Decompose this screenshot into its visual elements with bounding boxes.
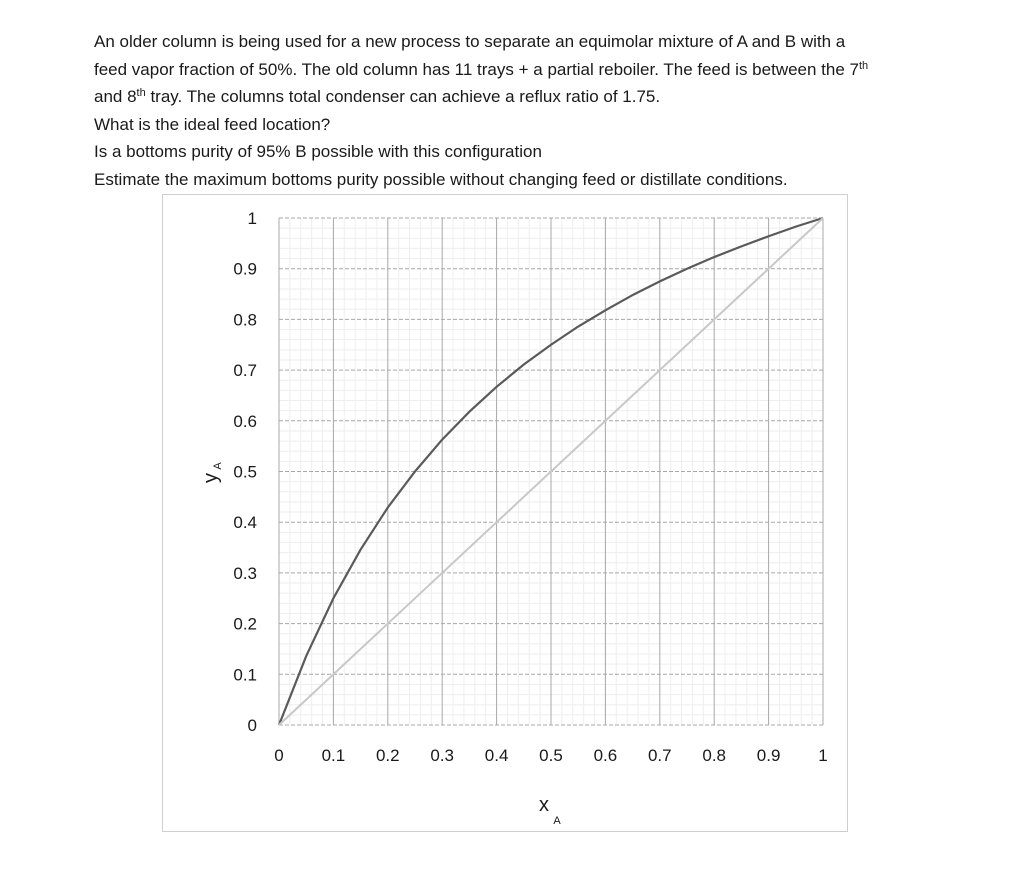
x-tick-label: 1: [818, 746, 828, 765]
y-tick-label: 0.3: [233, 563, 257, 583]
x-tick-label: 0.8: [702, 746, 727, 765]
x-tick-label: 0.6: [593, 746, 618, 765]
y-tick-label: 0.5: [233, 462, 257, 482]
y-axis-label-group: [200, 462, 224, 483]
question-max-purity: Estimate the maximum bottoms purity possible without changing feed or distillate conditions.: [94, 169, 788, 189]
problem-statement: [94, 28, 994, 193]
x-tick-label: 0.5: [539, 746, 563, 765]
x-tick-label: 0.2: [375, 746, 400, 765]
x-tick-label: 0.1: [321, 746, 346, 765]
xy-equilibrium-chart: [163, 195, 849, 833]
x-tick-label: 0.7: [647, 746, 672, 765]
x-tick-label: 0.4: [484, 746, 509, 765]
problem-line-3: and 8th tray. The columns total condenser can achieve a reflux ratio of 1.75.: [94, 87, 661, 106]
question-feed-location: What is the ideal feed location?: [94, 114, 331, 134]
problem-line-1: An older column is being used for a new process to separate an equimolar mixture of A and B with a: [94, 32, 846, 51]
y-tick-label: 0.6: [233, 411, 257, 431]
x-axis-label: x: [539, 794, 549, 816]
y-tick-label: 0.1: [233, 665, 257, 685]
y-tick-label: 0.7: [233, 361, 257, 381]
y-tick-label: 0.4: [233, 513, 257, 533]
x-tick-label: 0: [274, 746, 284, 765]
y-axis-label-subscript: A: [212, 462, 224, 470]
y-tick-label: 0.9: [233, 259, 257, 279]
x-axis-label-subscript: A: [553, 815, 561, 827]
question-bottoms-purity: Is a bottoms purity of 95% B possible with this configuration: [94, 142, 542, 161]
y-tick-label: 0.2: [233, 614, 257, 634]
x-tick-label: 0.9: [756, 746, 781, 765]
x-tick-label: 0.3: [430, 746, 455, 765]
chart-area: [162, 194, 848, 832]
y-tick-label: 0: [247, 716, 257, 735]
problem-line-2: feed vapor fraction of 50%. The old column has 11 trays + a partial reboiler. The feed is between the 7th: [94, 59, 869, 79]
y-axis-label: y: [200, 473, 222, 483]
y-tick-label: 0.8: [233, 310, 257, 330]
y-tick-label: 1: [247, 209, 257, 228]
